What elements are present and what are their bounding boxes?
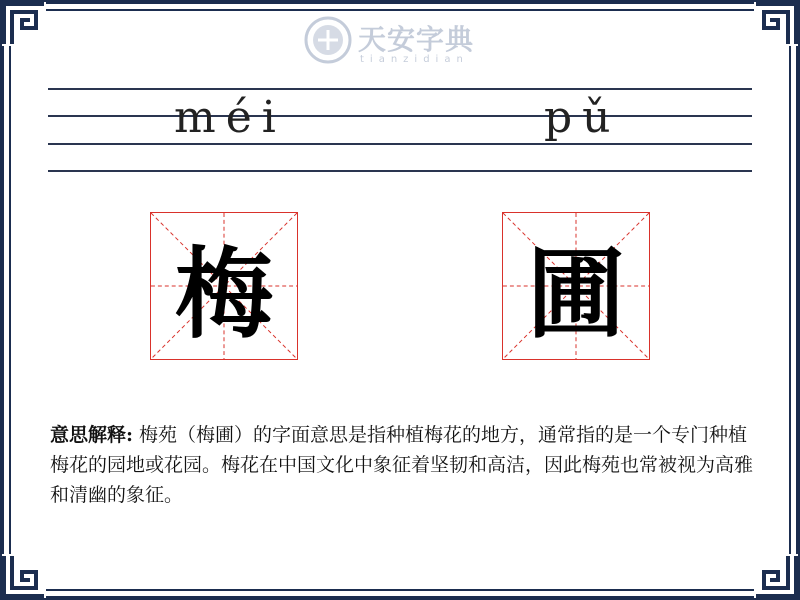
staff-line	[48, 88, 752, 90]
pinyin-syllable: méi	[174, 92, 286, 143]
corner-ornament-icon	[2, 2, 46, 46]
hanzi-character: 梅	[174, 236, 273, 352]
explanation-paragraph	[50, 420, 754, 510]
watermark-title: 天安字典	[358, 23, 475, 56]
staff-line	[48, 143, 752, 145]
site-watermark	[300, 14, 500, 70]
corner-ornament-icon	[754, 2, 798, 46]
character-grid	[150, 212, 298, 360]
staff-line	[48, 170, 752, 172]
hanzi-character: 圃	[526, 236, 625, 352]
corner-ornament-icon	[2, 554, 46, 598]
staff-line	[48, 115, 752, 117]
explanation-text: 梅苑（梅圃）的字面意思是指种植梅花的地方，通常指的是一个专门种植梅花的园地或花园。梅花在中国文化中象征着坚韧和高洁，因此梅苑也常被视为高雅和清幽的象征。	[50, 424, 754, 506]
corner-ornament-icon	[754, 554, 798, 598]
watermark-subtitle: tianzidian	[360, 54, 469, 65]
explanation-label: 意思解释:	[50, 424, 134, 446]
pinyin-syllable: pǔ	[544, 92, 621, 143]
seal-logo-icon	[304, 16, 352, 64]
character-grid	[502, 212, 650, 360]
